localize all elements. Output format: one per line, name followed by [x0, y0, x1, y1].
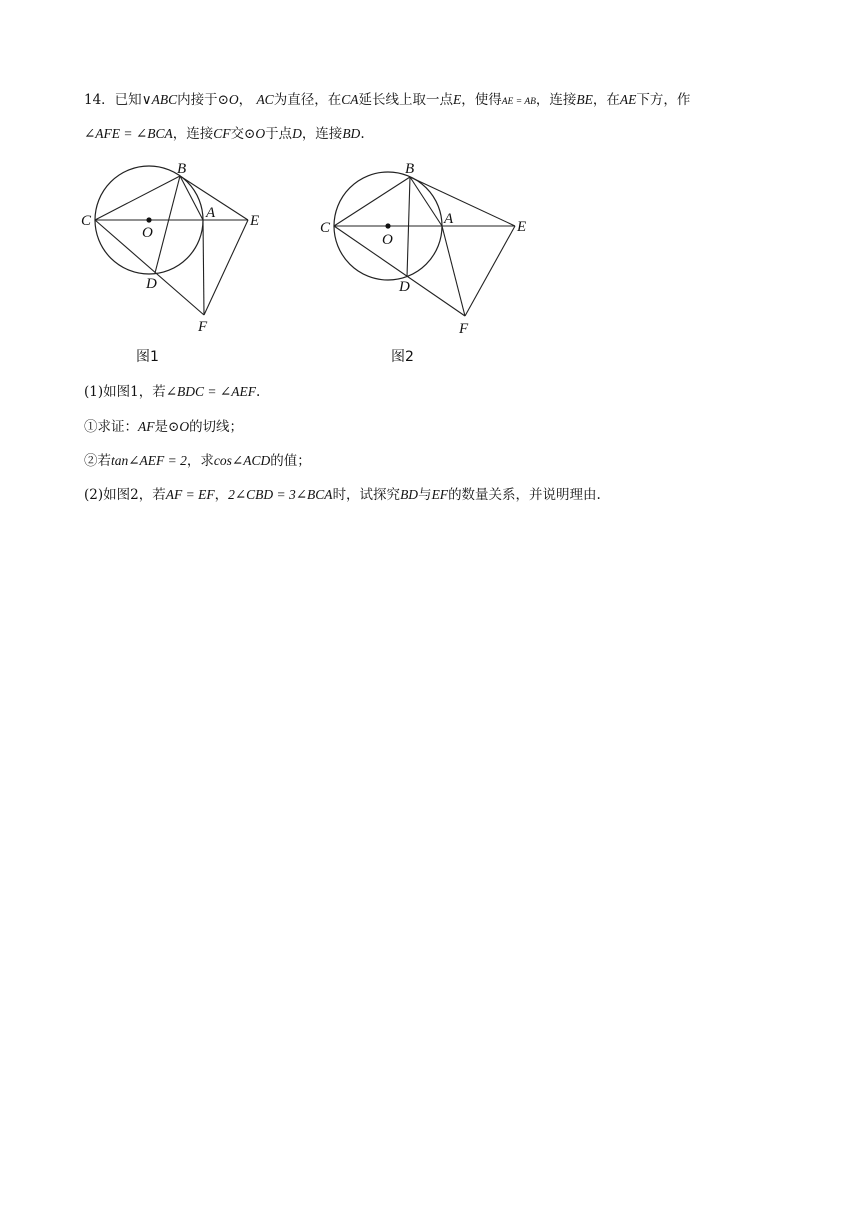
figure-2-caption: 图2 — [391, 349, 414, 365]
label-b: B — [177, 161, 187, 177]
part-1-question: (1)如图1，若∠BDC = ∠AEF. — [84, 384, 261, 400]
label-c: C — [320, 220, 331, 236]
problem-statement-line-1: 14．已知∨ABC内接于⊙O， AC为直径，在CA延长线上取一点E，使得AE = AB，连接BE，在AE下方，作 — [84, 92, 691, 108]
label-e: E — [517, 219, 527, 235]
problem-number: 14．已知 — [84, 92, 142, 108]
label-f: F — [459, 321, 469, 337]
part-1-subquestion-1: ①求证：AF是⊙O的切线； — [84, 419, 244, 435]
figure-1-caption: 图1 — [136, 349, 159, 365]
problem-statement-line-2: ∠AFE = ∠BCA，连接CF交⊙O于点D，连接BD. — [84, 126, 365, 142]
figure-2-geometry-diagram — [315, 155, 540, 340]
label-a: A — [444, 211, 454, 227]
center-point — [146, 217, 151, 222]
label-d: D — [399, 279, 410, 295]
center-point — [385, 223, 390, 228]
label-o: O — [382, 232, 393, 248]
label-c: C — [81, 213, 92, 229]
label-o: O — [142, 225, 153, 241]
label-b: B — [405, 161, 415, 177]
label-d: D — [146, 276, 157, 292]
label-a: A — [206, 205, 216, 221]
part-2-question: (2)如图2，若AF = EF，2∠CBD = 3∠BCA时，试探究BD与EF的数量关系，并说明理由. — [84, 487, 601, 503]
figure-1-geometry-diagram — [70, 155, 280, 340]
part-1-subquestion-2: ②若tan∠AEF = 2，求cos∠ACD的值； — [84, 453, 311, 469]
label-e: E — [250, 213, 260, 229]
label-f: F — [198, 319, 208, 335]
